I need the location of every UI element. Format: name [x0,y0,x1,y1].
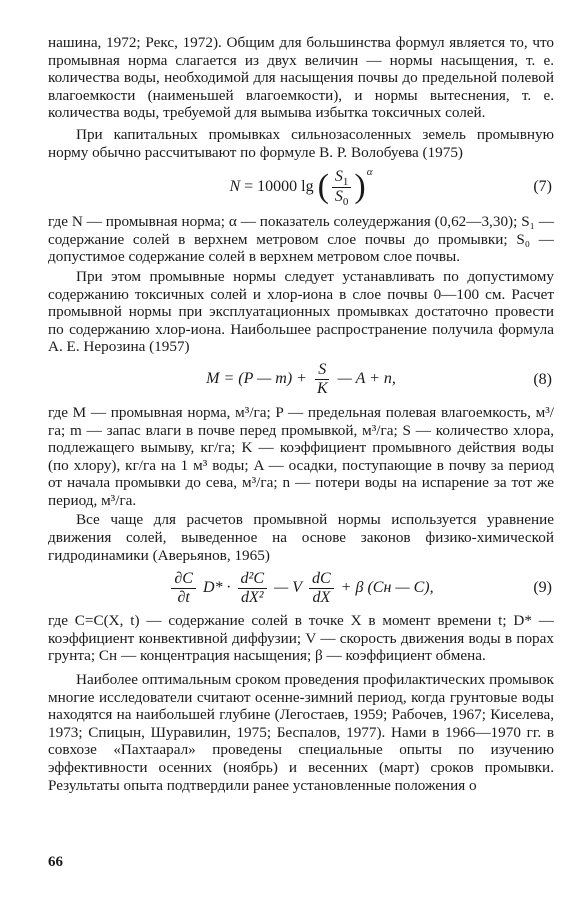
formula-9-body: $\frac{\partial C}{\partial t}$ D* · $\frac{\text{d²C}}{\text{dX²}}$ — V $\frac{dC}{dX}$ + β (Cн — C), [168,570,433,607]
formula-7 [48,161,554,213]
paragraph-6: Все чаще для расчетов промывной нормы используется уравнение движения солей, выведенное на основе законов физико-химической гидродинамики (Аверьянов, 1965) [48,511,554,564]
paragraph-4: При этом промывные нормы следует устанавливать по допустимому содержанию токсичных солей и хлор-иона в слое почвы 0—100 см. Расчет промывной нормы при эксплуатационных промывках достаточно провести по содержанию хлор-иона. Наибольшее распространение получила формула А. Е. Нерозина (1957) [48,267,554,356]
page-number: 66 [48,854,63,870]
page-body [48,34,554,794]
formula-9 [48,564,554,612]
paragraph-3: где N — промывная норма; α — показатель солеудержания (0,62—3,30); S₁ — содержание солей в верхнем метровом слое почвы до промывки; S₀ — допустимое содержание солей в верхнем метровом слое почвы. [48,213,554,266]
paragraph-8: Наиболее оптимальным сроком проведения профилактических промывок многие исследователи считают осенне-зимний период, когда грунтовые воды находятся на наибольшей глубине (Легостаев, 1959; Рабочев, 1967; Киселева, 1973; Спицын, Шуравилин, 1975; Беспалов, 1977). Нами в 1966—1970 гг. в совхозе «Пахтаарал» проведены специальные опыты по изучению эффективности осенних (ноябрь) и весенних (март) сроков промывки. Результаты опыта подтвердили ранее установленные положения о [48,671,554,794]
formula-8 [48,356,554,404]
formula-7-body: N = 10000 lg ( $\frac{S_1}{S_0}$ )$^\alpha$ [229,165,373,208]
formula-8-body: M = (P — m) + $\frac{S}{K}$ — A + n, [206,361,396,398]
paragraph-7: где C=C(X, t) — содержание солей в точке X в момент времени t; D* — коэффициент конвективной диффузии; V — скорость движения воды в порах грунта; Cн — концентрация насыщения; β — коэффициент обмена. [48,612,554,665]
formula-9-number: (9) [533,579,552,597]
paragraph-2: При капитальных промывках сильнозасоленных земель промывную норму обычно рассчитывают по формуле В. Р. Волобуева (1975) [48,125,554,161]
formula-7-number: (7) [533,178,552,196]
paragraph-1: нашина, 1972; Рекс, 1972). Общим для большинства формул является то, что промывная норма слагается из двух величин — нормы насыщения, т. е. количества воды, необходимой для насыщения почвы до предельной полевой влагоемкости (наименьшей влагоемкости), и нормы вытеснения, т. е. количества воды, требуемой для вымыва избытка токсичных солей. [48,34,554,122]
paragraph-5: где M — промывная норма, м³/га; P — предельная полевая влагоемкость, м³/га; m — запас влаги в почве перед промывкой, м³/га; S — количество хлора, подлежащего вымыву, кг/га; K — коэффициент промывного действия воды (по хлору), кг/га на 1 м³ воды; A — осадки, поступающие в почву за период от начала промывки до сева, м³/га; n — потери воды на испарение за тот же период, м³/га. [48,403,554,509]
formula-8-number: (8) [533,371,552,389]
